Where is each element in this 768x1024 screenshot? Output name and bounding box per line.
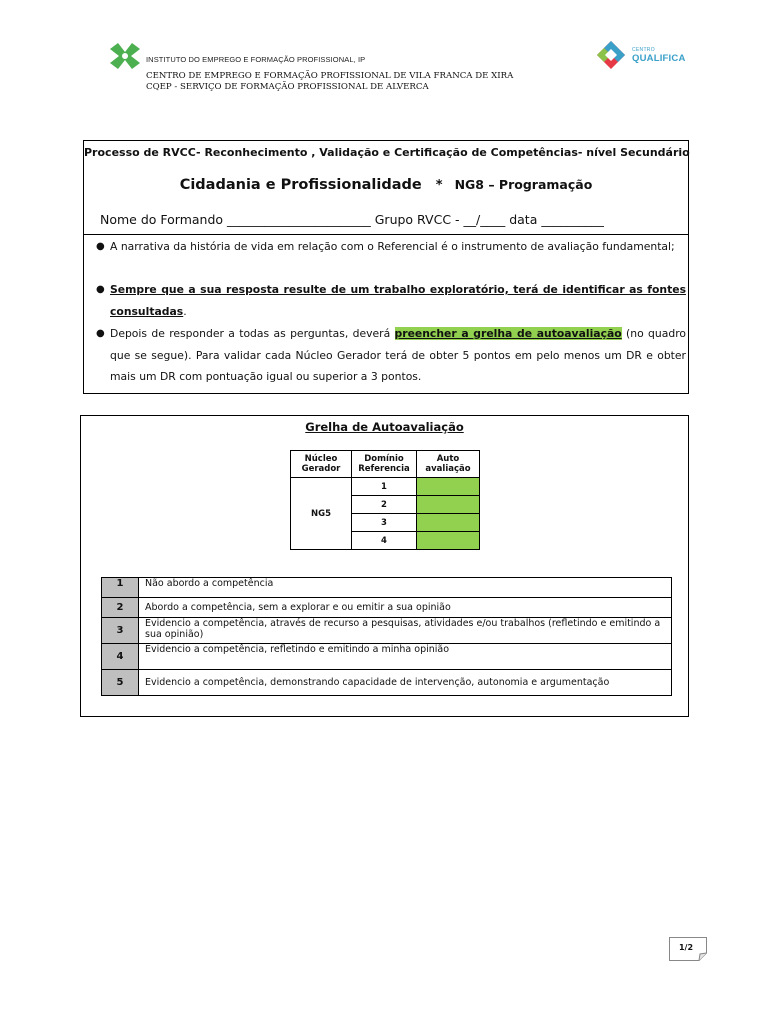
bullet3-start: Depois de responder a todas as perguntas, deverá: [110, 327, 395, 340]
ng-cell: NG5: [291, 478, 352, 550]
scale-number: 2: [102, 598, 139, 618]
bold-instruction: Sempre que a sua resposta resulte de um trabalho exploratório, terá de identificar as fontes consultadas: [110, 283, 686, 318]
scale-row: [102, 578, 672, 598]
divider: [84, 234, 688, 235]
scale-row: [102, 618, 672, 644]
grid-title: Grelha de Autoavaliação: [305, 420, 464, 434]
ng-title: NG8 – Programação: [454, 177, 593, 192]
scale-description: Evidencio a competência, através de recurso a pesquisas, atividades e/ou trabalhos (refletindo e emitindo a sua opinião): [139, 618, 672, 644]
highlighted-instruction: preencher a grelha de autoavaliação: [394, 327, 622, 340]
scale-row: [102, 598, 672, 618]
separator-star: *: [435, 178, 443, 193]
institute-name: INSTITUTO DO EMPREGO E FORMAÇÃO PROFISSIONAL, IP: [146, 55, 366, 64]
bullet-text: [110, 323, 686, 388]
scale-description: Evidencio a competência, demonstrando capacidade de intervenção, autonomia e argumentação: [139, 670, 672, 696]
score-cell[interactable]: [417, 496, 480, 514]
qualifica-logo-icon: [594, 40, 628, 72]
dr-cell: 2: [352, 496, 417, 514]
bullet-icon: ●: [96, 241, 105, 252]
iefp-logo-icon: [108, 41, 142, 71]
brand-small-text: CENTRO: [632, 47, 655, 53]
header-nucleo-gerador: Núcleo Gerador: [291, 451, 352, 478]
subject-title: Cidadania e Profissionalidade: [179, 177, 422, 193]
page-number: 1/2: [678, 943, 694, 952]
rating-scale-table: [101, 577, 672, 696]
scale-number: 5: [102, 670, 139, 696]
scale-row: [102, 644, 672, 670]
scale-row: [102, 670, 672, 696]
bullet-icon: ●: [96, 284, 105, 295]
scale-description: Não abordo a competência: [139, 578, 672, 598]
scale-number: 1: [102, 578, 139, 598]
dr-cell: 3: [352, 514, 417, 532]
score-cell[interactable]: [417, 532, 480, 550]
score-cell[interactable]: [417, 478, 480, 496]
center-name: CENTRO DE EMPREGO E FORMAÇÃO PROFISSIONAL DE VILA FRANCA DE XIRA: [146, 71, 514, 81]
table-row: [291, 478, 480, 496]
page-number-badge: [669, 937, 707, 961]
scale-number: 4: [102, 644, 139, 670]
scale-description: Evidencio a competência, refletindo e emitindo a minha opinião: [139, 644, 672, 670]
bullet-item: [92, 323, 686, 388]
brand-name: QUALIFICA: [632, 53, 686, 64]
period: .: [183, 304, 187, 318]
dr-cell: 4: [352, 532, 417, 550]
bullet3-end: (no quadro que se segue). Para validar cada Núcleo Gerador terá de obter 5 pontos em pelo menos um DR e obter mais um DR com pontuação igual ou superior a 3 pontos.: [110, 327, 687, 383]
bullet-text: [110, 279, 686, 322]
header-dominio-referencia: Domínio Referencia: [352, 451, 417, 478]
instructions-box: [83, 140, 689, 394]
service-name: CQEP - SERVIÇO DE FORMAÇÃO PROFISSIONAL DE ALVERCA: [146, 82, 429, 92]
trainee-form-line: Nome do Formando _______________________ Grupo RVCC - __/____ data __________: [100, 212, 604, 227]
bullet-text: A narrativa da história de vida em relação com o Referencial é o instrumento de avaliação fundamental;: [110, 240, 675, 253]
score-cell[interactable]: [417, 514, 480, 532]
subject-line: [84, 174, 688, 193]
process-title: Processo de RVCC- Reconhecimento , Validação e Certificação de Competências- nível Secundário: [84, 146, 690, 159]
self-assessment-box: [80, 415, 689, 717]
bullet-item: [92, 279, 686, 322]
bullet-item: [92, 236, 686, 258]
bullet-icon: ●: [96, 328, 105, 339]
dr-cell: 1: [352, 478, 417, 496]
scale-number: 3: [102, 618, 139, 644]
header-auto-avaliacao: Auto avaliação: [417, 451, 480, 478]
scale-description: Abordo a competência, sem a explorar e ou emitir a sua opinião: [139, 598, 672, 618]
grid-header-row: [291, 451, 480, 478]
self-assessment-grid: [290, 450, 480, 550]
